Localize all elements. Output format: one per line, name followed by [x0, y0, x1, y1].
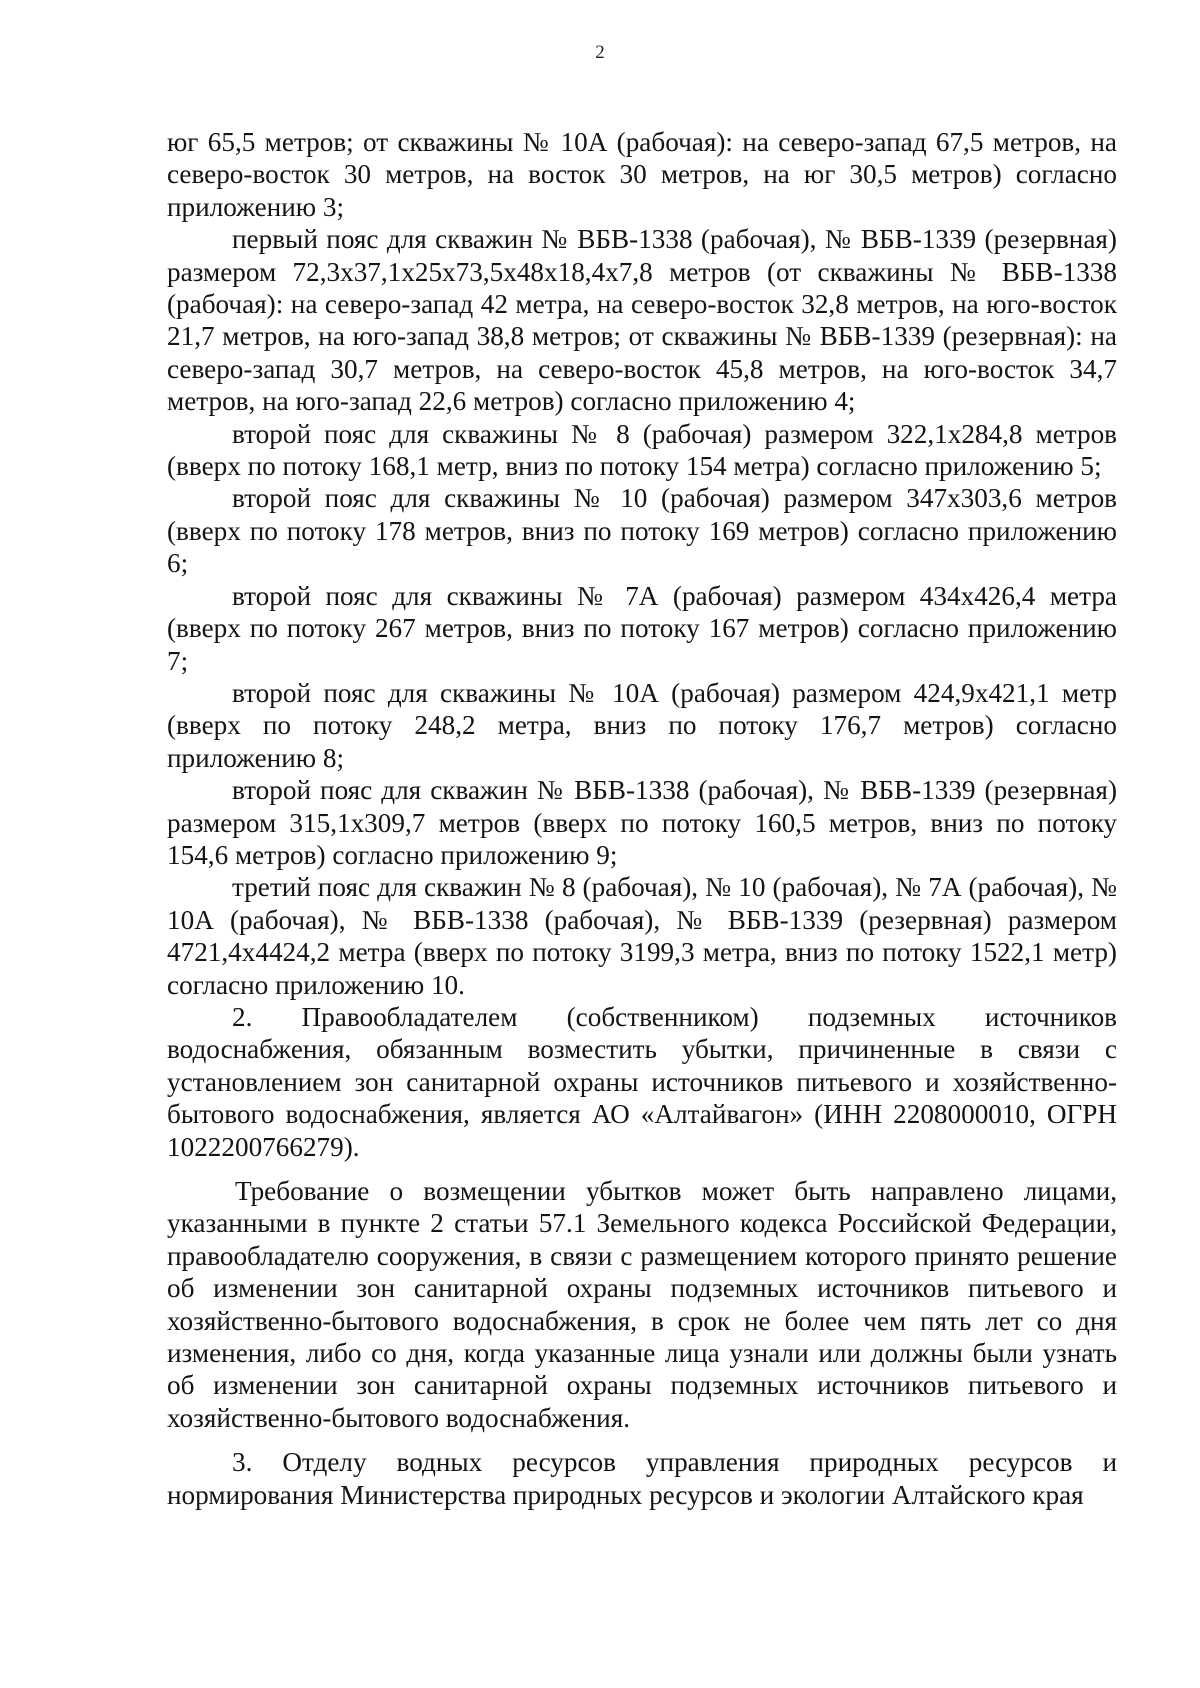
paragraph-second-zone-vbv: второй пояс для скважин № ВБВ-1338 (рабочая), № ВБВ-1339 (резервная) размером 315,1х309,7 метров (вверх по потоку 160,5 метров, вниз по потоку 154,6 метров) согласно приложению 9;	[167, 775, 1117, 870]
page-number: 2	[595, 42, 605, 63]
paragraph-item-2: 2. Правообладателем (собственником) подземных источников водоснабжения, обязанным возместить убытки, причиненные в связи с установлением зон санитарной охраны источников питьевого и хозяйственно-бытового водоснабжения, является АО «Алтайвагон» (ИНН 2208000010, ОГРН 1022200766279).	[167, 1001, 1117, 1162]
paragraph-second-zone-10a: второй пояс для скважины № 10А (рабочая) размером 424,9х421,1 метр (вверх по потоку 248,2 метра, вниз по потоку 176,7 метров) согласно приложению 8;	[167, 677, 1117, 773]
paragraph-continuation: юг 65,5 метров; от скважины № 10А (рабочая): на северо-запад 67,5 метров, на северо-восток 30 метров, на восток 30 метров, на юг 30,5 метров) согласно приложению 3;	[167, 127, 1117, 222]
paragraph-second-zone-10: второй пояс для скважины № 10 (рабочая) размером 347х303,6 метров (вверх по потоку 178 метров, вниз по потоку 169 метров) согласно приложению 6;	[167, 483, 1117, 579]
document-body	[167, 126, 1117, 1511]
paragraph-third-zone: третий пояс для скважин № 8 (рабочая), № 10 (рабочая), № 7А (рабочая), № 10А (рабочая), № ВБВ-1338 (рабочая), № ВБВ-1339 (резервная) размером 4721,4х4424,2 метра (вверх по потоку 3199,3 метра, вниз по потоку 1522,1 метр) согласно приложению 10.	[167, 872, 1117, 1000]
paragraph-item-3: 3. Отделу водных ресурсов управления природных ресурсов и нормирования Министерства природных ресурсов и экологии Алтайского края	[167, 1447, 1117, 1510]
paragraph-compensation: Требование о возмещении убытков может быть направлено лицами, указанными в пункте 2 статьи 57.1 Земельного кодекса Российской Федерации, правообладателю сооружения, в связи с размещением которого принято решение об изменении зон санитарной охраны подземных источников питьевого и хозяйственно-бытового водоснабжения, в срок не более чем пять лет со дня изменения, либо со дня, когда указанные лица узнали или должны были узнать об изменении зон санитарной охраны подземных источников питьевого и хозяйственно-бытового водоснабжения.	[167, 1176, 1117, 1433]
paragraph-second-zone-7a: второй пояс для скважины № 7А (рабочая) размером 434х426,4 метра (вверх по потоку 267 метров, вниз по потоку 167 метров) согласно приложению 7;	[167, 580, 1117, 676]
paragraph-second-zone-8: второй пояс для скважины № 8 (рабочая) размером 322,1х284,8 метров (вверх по потоку 168,1 метр, вниз по потоку 154 метра) согласно приложению 5;	[167, 418, 1117, 482]
paragraph-first-zone-vbv: первый пояс для скважин № ВБВ-1338 (рабочая), № ВБВ-1339 (резервная) размером 72,3х37,1х25х73,5х48х18,4х7,8 метров (от скважины № ВБВ-1338 (рабочая): на северо-запад 42 метра, на северо-восток 32,8 метров, на юго-восток 21,7 метров, на юго-запад 38,8 метров; от скважины № ВБВ-1339 (резервная): на северо-запад 30,7 метров, на северо-восток 45,8 метров, на юго-восток 34,7 метров, на юго-запад 22,6 метров) согласно приложению 4;	[167, 224, 1117, 417]
